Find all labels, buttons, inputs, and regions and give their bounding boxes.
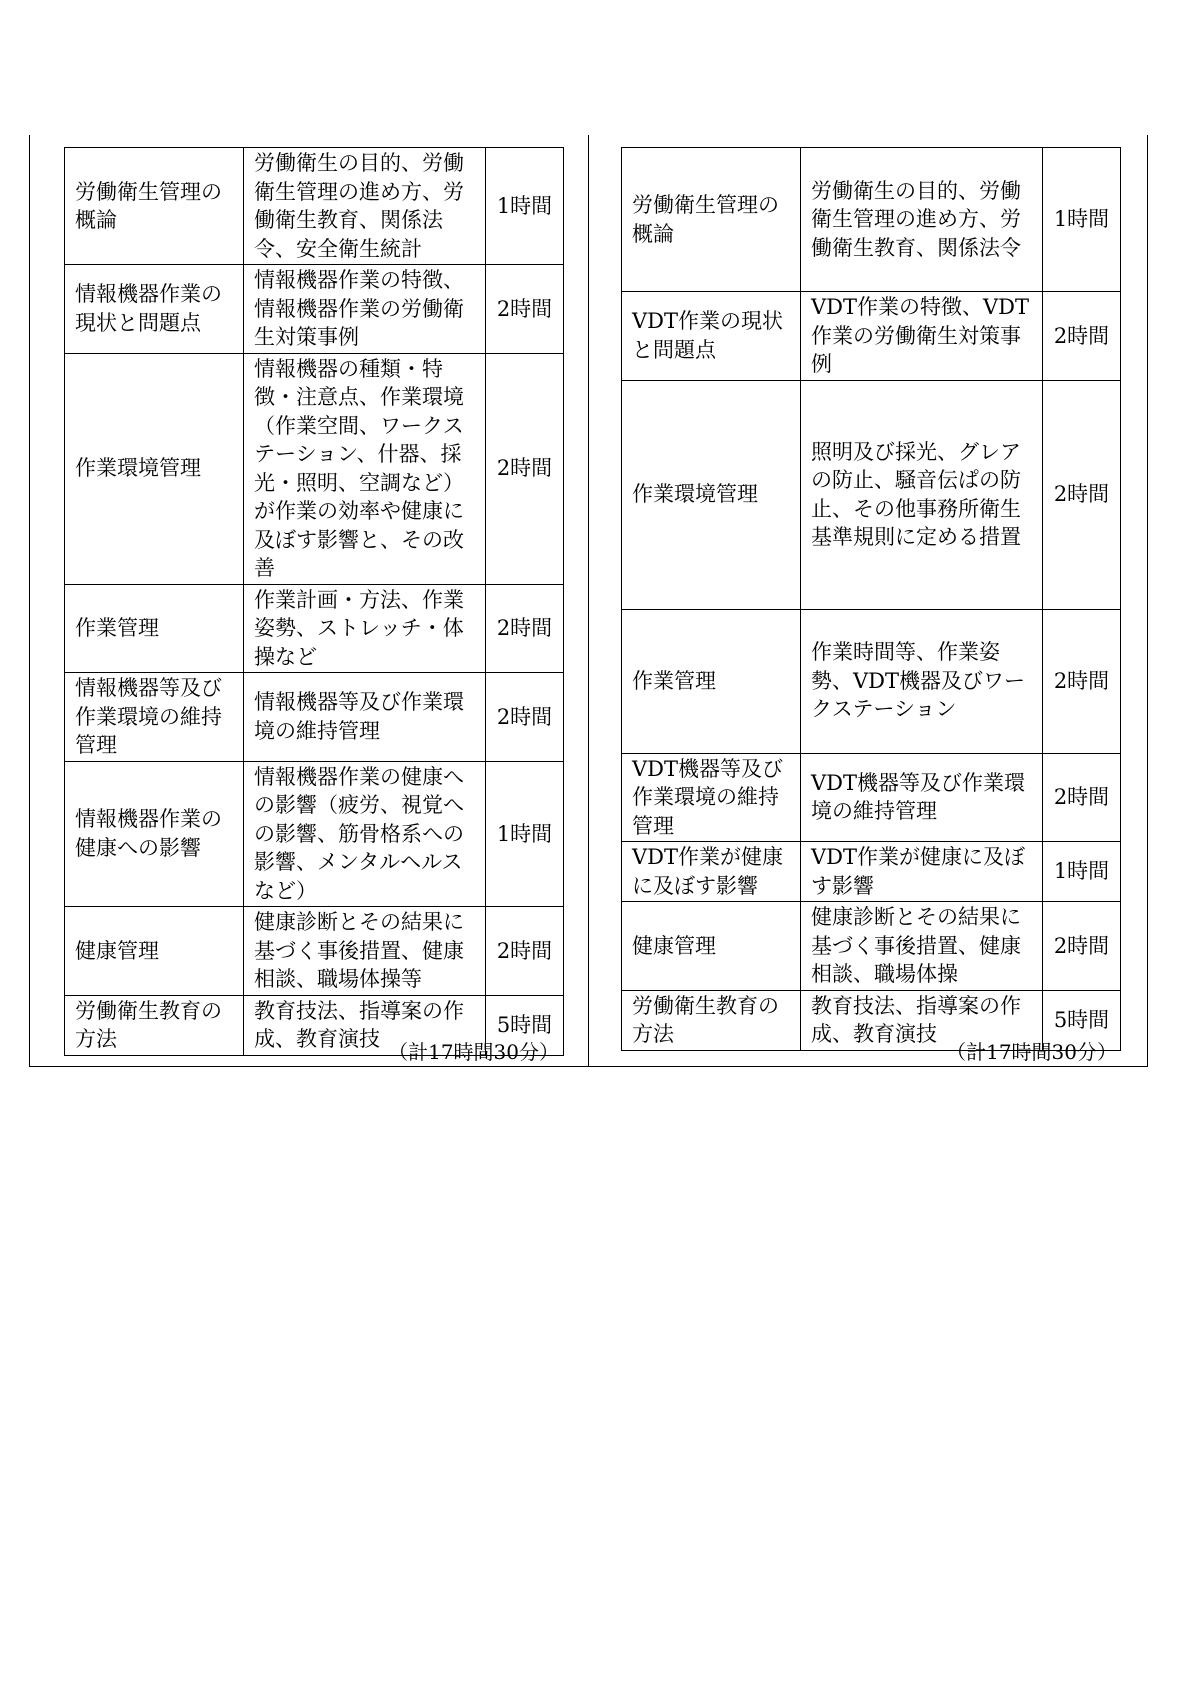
content-cell: VDT作業の特徴、VDT作業の労働衛生対策事例 bbox=[801, 292, 1043, 381]
hours-cell: 2時間 bbox=[486, 907, 564, 996]
hours-cell: 2時間 bbox=[1043, 753, 1121, 842]
hours-cell: 2時間 bbox=[486, 673, 564, 762]
hours-cell: 2時間 bbox=[1043, 902, 1121, 991]
subject-cell: VDT機器等及び作業環境の維持管理 bbox=[622, 753, 801, 842]
content-cell: 情報機器作業の特徴、情報機器作業の労働衛生対策事例 bbox=[244, 265, 486, 354]
subject-cell: 労働衛生管理の概論 bbox=[65, 148, 244, 265]
content-cell: 健康診断とその結果に基づく事後措置、健康相談、職場体操 bbox=[801, 902, 1043, 991]
content-cell: 教育技法、指導案の作成、教育演技 bbox=[801, 990, 1043, 1050]
hours-cell: 1時間 bbox=[486, 761, 564, 907]
subject-cell: 作業環境管理 bbox=[622, 380, 801, 609]
subject-cell: 労働衛生教育の方法 bbox=[65, 995, 244, 1055]
subject-cell: VDT作業が健康に及ぼす影響 bbox=[622, 842, 801, 902]
content-cell: VDT機器等及び作業環境の維持管理 bbox=[801, 753, 1043, 842]
hours-cell: 2時間 bbox=[1043, 380, 1121, 609]
content-cell: 情報機器作業の健康への影響（疲労、視覚への影響、筋骨格系への影響、メンタルヘルスなど） bbox=[244, 761, 486, 907]
subject-cell: 作業環境管理 bbox=[65, 353, 244, 584]
table-row bbox=[622, 842, 1121, 902]
table-row bbox=[622, 148, 1121, 292]
content-cell: 健康診断とその結果に基づく事後措置、健康相談、職場体操等 bbox=[244, 907, 486, 996]
hours-cell: 5時間 bbox=[486, 995, 564, 1055]
hours-cell: 1時間 bbox=[486, 148, 564, 265]
content-cell: 照明及び採光、グレアの防止、騒音伝ぱの防止、その他事務所衛生基準規則に定める措置 bbox=[801, 380, 1043, 609]
table-row bbox=[65, 907, 564, 996]
table-row bbox=[65, 584, 564, 673]
hours-cell: 1時間 bbox=[1043, 842, 1121, 902]
right-total-hours: （計17時間30分） bbox=[946, 1040, 1117, 1064]
hours-cell: 2時間 bbox=[486, 353, 564, 584]
content-cell: 情報機器の種類・特徴・注意点、作業環境（作業空間、ワークステーション、什器、採光・照明、空調など）が作業の効率や健康に及ぼす影響と、その改善 bbox=[244, 353, 486, 584]
content-cell: 情報機器等及び作業環境の維持管理 bbox=[244, 673, 486, 762]
subject-cell: 情報機器作業の現状と問題点 bbox=[65, 265, 244, 354]
right-curriculum-table bbox=[621, 147, 1121, 1051]
hours-cell: 1時間 bbox=[1043, 148, 1121, 292]
table-row bbox=[622, 902, 1121, 991]
hours-cell: 2時間 bbox=[486, 265, 564, 354]
table-row bbox=[622, 753, 1121, 842]
content-cell: 労働衛生の目的、労働衛生管理の進め方、労働衛生教育、関係法令、安全衛生統計 bbox=[244, 148, 486, 265]
left-curriculum-table bbox=[64, 147, 564, 1056]
column-divider bbox=[588, 135, 589, 1067]
table-row bbox=[65, 265, 564, 354]
hours-cell: 2時間 bbox=[1043, 609, 1121, 753]
subject-cell: 労働衛生教育の方法 bbox=[622, 990, 801, 1050]
hours-cell: 2時間 bbox=[1043, 292, 1121, 381]
content-cell: 教育技法、指導案の作成、教育演技 bbox=[244, 995, 486, 1055]
table-row bbox=[65, 148, 564, 265]
table-row bbox=[65, 673, 564, 762]
subject-cell: 健康管理 bbox=[65, 907, 244, 996]
table-row bbox=[622, 609, 1121, 753]
subject-cell: 情報機器作業の健康への影響 bbox=[65, 761, 244, 907]
table-row bbox=[622, 292, 1121, 381]
content-cell: 作業時間等、作業姿勢、VDT機器及びワークステーション bbox=[801, 609, 1043, 753]
hours-cell: 2時間 bbox=[486, 584, 564, 673]
subject-cell: 情報機器等及び作業環境の維持管理 bbox=[65, 673, 244, 762]
hours-cell: 5時間 bbox=[1043, 990, 1121, 1050]
subject-cell: VDT作業の現状と問題点 bbox=[622, 292, 801, 381]
subject-cell: 健康管理 bbox=[622, 902, 801, 991]
table-row bbox=[65, 353, 564, 584]
content-cell: 作業計画・方法、作業姿勢、ストレッチ・体操など bbox=[244, 584, 486, 673]
subject-cell: 作業管理 bbox=[622, 609, 801, 753]
table-row bbox=[65, 761, 564, 907]
table-row bbox=[622, 380, 1121, 609]
content-cell: 労働衛生の目的、労働衛生管理の進め方、労働衛生教育、関係法令 bbox=[801, 148, 1043, 292]
content-cell: VDT作業が健康に及ぼす影響 bbox=[801, 842, 1043, 902]
subject-cell: 作業管理 bbox=[65, 584, 244, 673]
subject-cell: 労働衛生管理の概論 bbox=[622, 148, 801, 292]
left-total-hours: （計17時間30分） bbox=[388, 1040, 559, 1064]
